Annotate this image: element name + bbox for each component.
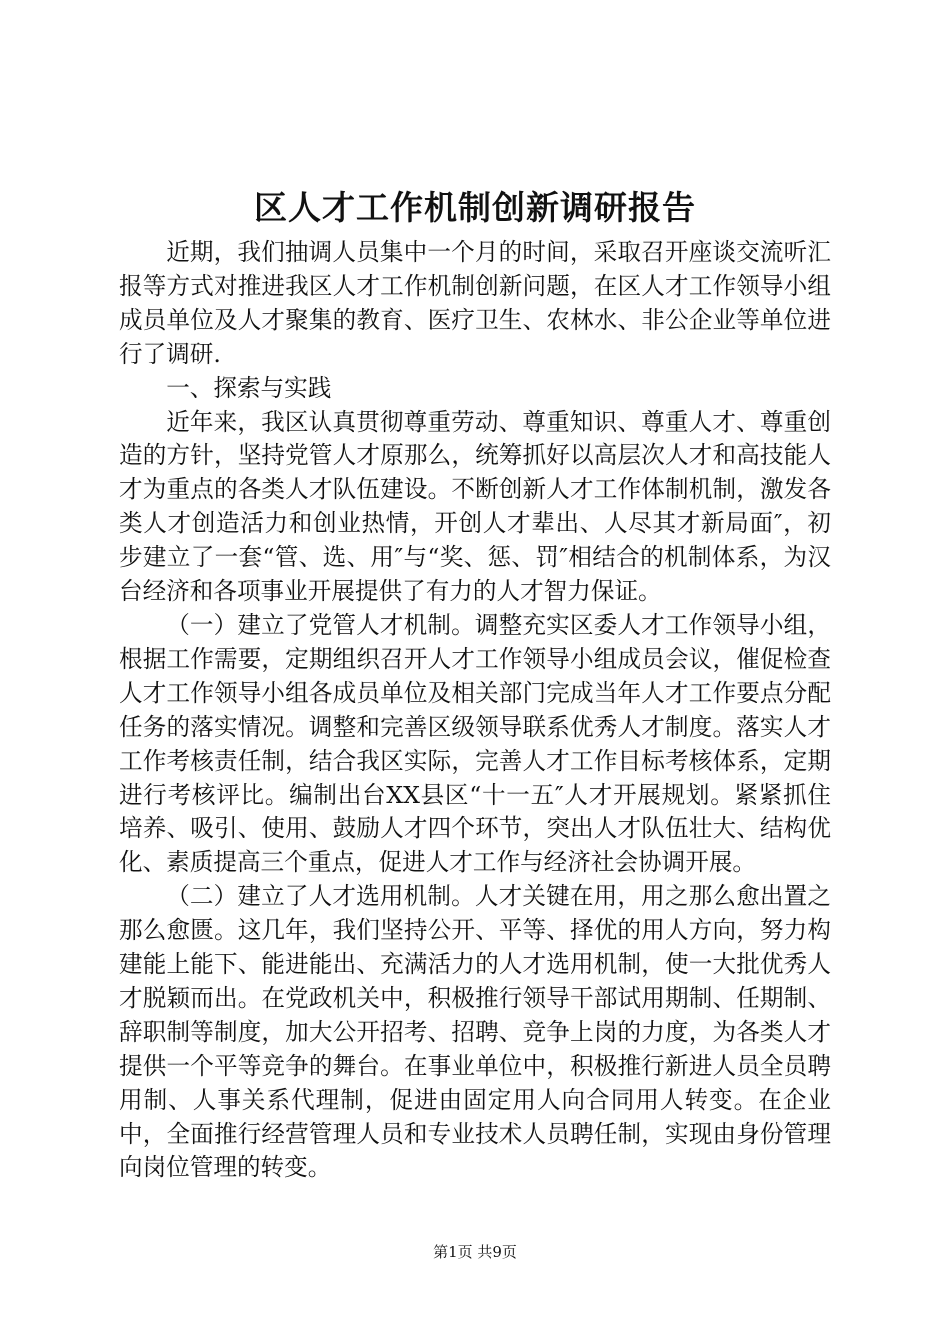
document-title: 区人才工作机制创新调研报告 <box>254 188 696 227</box>
section-heading: 一、探索与实践 <box>166 373 332 402</box>
subsection-paragraph-2: （二）建立了人才选用机制。人才关键在用，用之那么愈出置之那么愈匮。这几年，我们坚持公开、平等、择优的用人方向，努力构建能上能下、能进能出、充满活力的人才选用机制，使一大批优秀人才脱颖而出。在党政机关中，积极推行领导干部试用期制、任期制、辞职制等制度，加大公开招考、招聘、竞争上岗的力度，为各类人才提供一个平等竞争的舞台。在事业单位中，积极推行新进人员全员聘用制、人事关系代理制，促进由固定用人向合同用人转变。在企业中，全面推行经营管理人员和专业技术人员聘任制，实现由身份管理向岗位管理的转变。 <box>119 882 831 1182</box>
subsection-paragraph-1: （一）建立了党管人才机制。调整充实区委人才工作领导小组，根据工作需要，定期组织召开人才工作领导小组成员会议，催促检查人才工作领导小组各成员单位及相关部门完成当年人才工作要点分配任务的落实情况。调整和完善区级领导联系优秀人才制度。落实人才工作考核责任制，结合我区实际，完善人才工作目标考核体系，定期进行考核评比。编制出台XX县区“十一五″人才开展规划。紧紧抓住培养、吸引、使用、鼓励人才四个环节，突出人才队伍壮大、结构优化、素质提高三个重点，促进人才工作与经济社会协调开展。 <box>119 610 831 877</box>
section-paragraph: 近年来，我区认真贯彻尊重劳动、尊重知识、尊重人才、尊重创造的方针，坚持党管人才原那么，统筹抓好以高层次人才和高技能人才为重点的各类人才队伍建设。不断创新人才工作体制机制，激发各类人才创造活力和创业热情，开创人才辈出、人尽其才新局面″，初步建立了一套“管、选、用″与“奖、惩、罚″相结合的机制体系，为汉台经济和各项事业开展提供了有力的人才智力保证。 <box>119 407 831 606</box>
page-footer: 第1页 共9页 <box>433 1243 517 1261</box>
document-body <box>119 236 831 1185</box>
intro-paragraph: 近期，我们抽调人员集中一个月的时间，采取召开座谈交流听汇报等方式对推进我区人才工作机制创新问题，在区人才工作领导小组成员单位及人才聚集的教育、医疗卫生、农林水、非公企业等单位进行了调研. <box>119 238 831 368</box>
